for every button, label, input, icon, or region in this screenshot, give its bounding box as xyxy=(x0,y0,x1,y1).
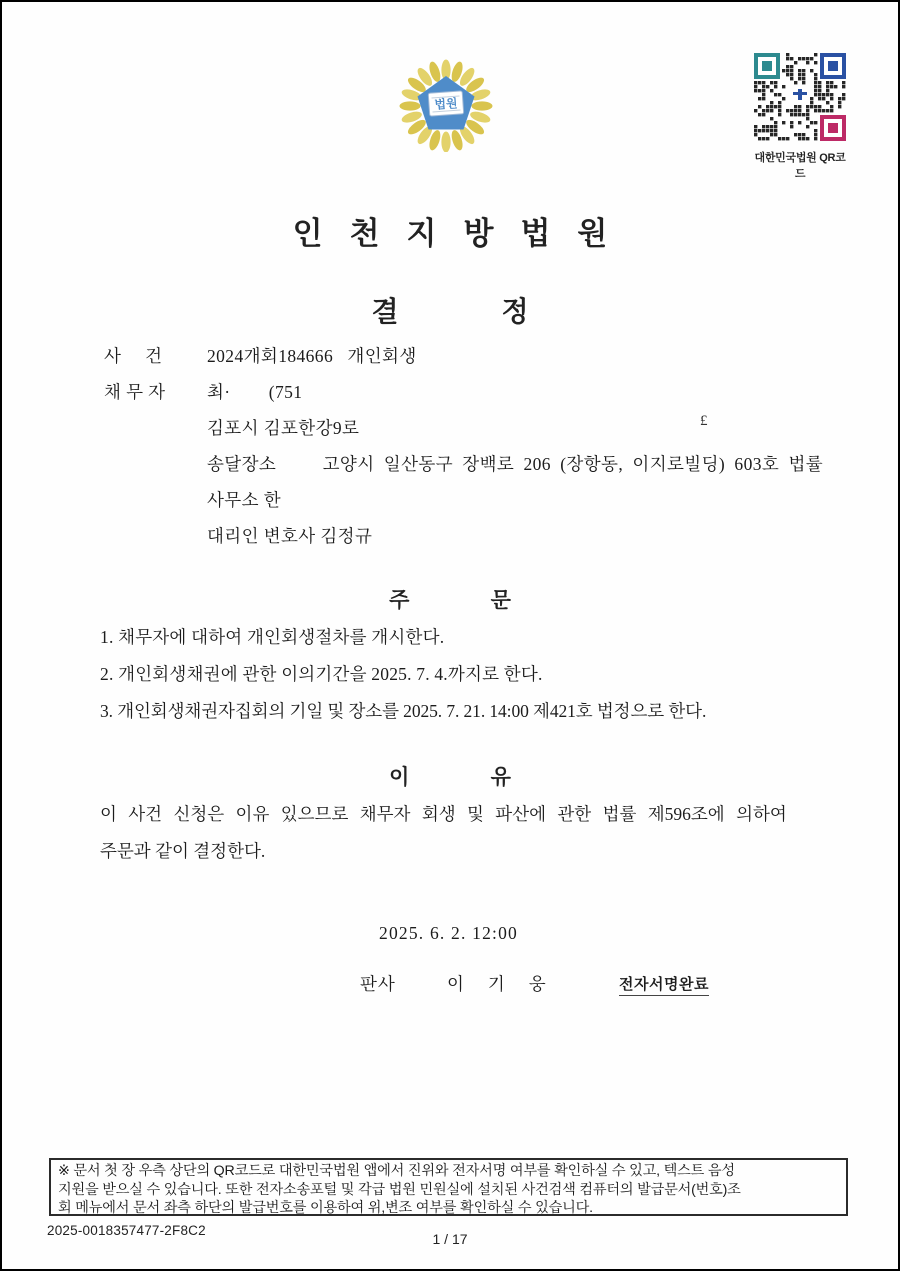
redacted-mark: £ xyxy=(700,413,708,429)
electronic-signature-stamp: 전자서명완료 xyxy=(619,973,709,996)
verification-notice-box xyxy=(49,1158,848,1216)
debtor-name-value: 최· (751 xyxy=(207,382,303,402)
case-number-value: 2024개회184666 개인회생 xyxy=(207,346,417,366)
judge-name: 이기웅 xyxy=(447,974,570,994)
debtor-address: 김포시 김포한강9로 xyxy=(207,418,360,438)
court-name-title: 인천지방법원 xyxy=(292,216,635,251)
order-item-2: 2. 개인회생채권에 관한 이의기간을 2025. 7. 4.까지로 한다. xyxy=(100,664,543,684)
order-item-3: 3. 개인회생채권자집회의 기일 및 장소를 2025. 7. 21. 14:00 제421호 법정으로 한다. xyxy=(100,701,707,721)
office-name: 사무소 한 xyxy=(207,490,281,510)
qr-code xyxy=(754,53,846,141)
judge-title-label: 판사 xyxy=(360,974,396,994)
decision-title: 결 정 xyxy=(371,297,529,328)
case-label: 사 건 xyxy=(104,346,163,366)
reason-text-line-1: 이 사건 신청은 이유 있으므로 채무자 회생 및 파산에 관한 법률 제596조에 의하여 xyxy=(100,804,787,824)
notice-line-2: 지원을 받으실 수 있습니다. 또한 전자소송포털 및 각급 법원 민원실에 설치된 사건검색 컴퓨터의 발급문서(번호)조 xyxy=(58,1181,741,1198)
notice-line-1: ※ 문서 첫 장 우측 상단의 QR코드로 대한민국법원 앱에서 진위와 전자서명 여부를 확인하실 수 있고, 텍스트 음성 xyxy=(58,1163,735,1179)
reason-heading: 이 유 xyxy=(389,765,511,789)
order-item-1: 1. 채무자에 대하여 개인회생절차를 개시한다. xyxy=(100,627,445,647)
service-address: 송달장소 고양시 일산동구 장백로 206 (장항동, 이지로빌딩) 603호 법률 xyxy=(207,454,824,474)
page-indicator: 1 / 17 xyxy=(432,1231,468,1247)
debtor-label: 채 무 자 xyxy=(104,382,166,402)
qr-caption: 대한민국법원 QR코드 xyxy=(754,152,846,180)
order-heading: 주 문 xyxy=(389,588,511,612)
notice-line-3: 회 메뉴에서 문서 좌측 하단의 발급번호를 이용하여 위,변조 여부를 확인하실 수 있습니다. xyxy=(58,1200,593,1216)
document-issue-number: 2025-0018357477-2F8C2 xyxy=(47,1223,206,1238)
court-emblem-logo xyxy=(399,56,493,152)
reason-text-line-2: 주문과 같이 결정한다. xyxy=(100,841,266,861)
logo-text: 법원 xyxy=(433,96,459,112)
decision-datetime: 2025. 6. 2. 12:00 xyxy=(379,923,519,943)
agent-name: 대리인 변호사 김정규 xyxy=(207,526,373,546)
